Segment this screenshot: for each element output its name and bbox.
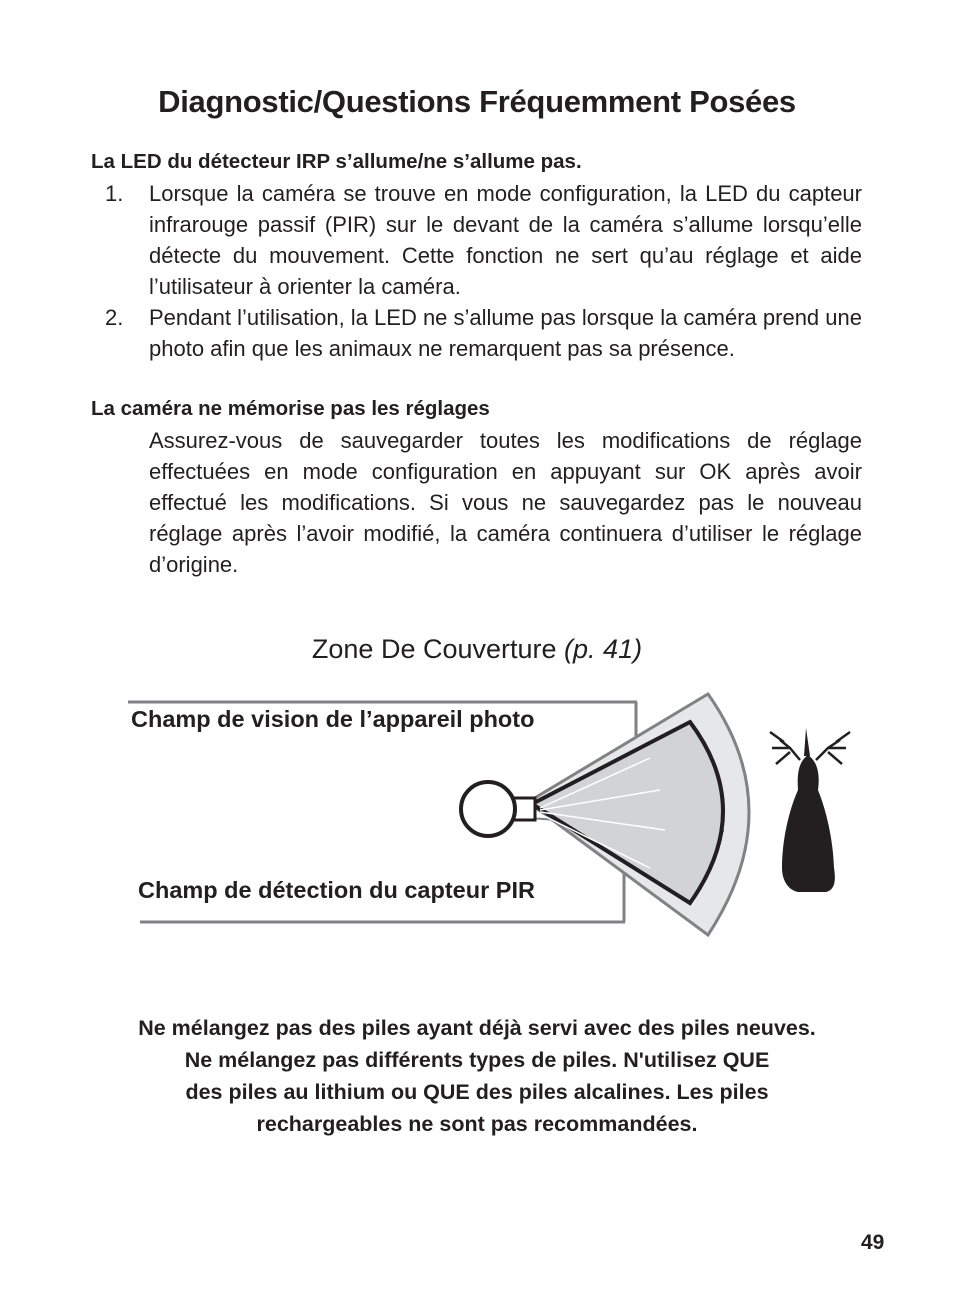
warning-line: Ne mélangez pas différents types de piles. N'utilisez QUE	[184, 1048, 770, 1072]
deer-silhouette-icon	[770, 728, 850, 892]
camera-field-label: Champ de vision de l’appareil photo	[131, 706, 535, 732]
faq-item-text: Lorsque la caméra se trouve en mode configuration, la LED du capteur infrarouge passif (PIR) sur le devant de la caméra s’allume lorsqu’elle détecte du mouvement. Cette fonction ne sert qu’au réglage et aide l’utilisateur à orienter la caméra.	[149, 181, 862, 299]
coverage-page-ref: (p. 41)	[564, 634, 643, 664]
battery-warning	[60, 1012, 894, 1140]
coverage-title	[0, 634, 954, 665]
pir-field-label: Champ de détection du capteur PIR	[138, 877, 535, 903]
faq-item-number: 1.	[105, 181, 124, 206]
faq-item-number: 2.	[105, 305, 124, 330]
coverage-title-text: Zone De Couverture	[311, 634, 557, 664]
page-number: 49	[861, 1231, 885, 1254]
page-title: Diagnostic/Questions Fréquemment Posées	[158, 84, 796, 119]
faq-heading-led: La LED du détecteur IRP s’allume/ne s’allume pas.	[91, 150, 582, 173]
faq-heading-settings: La caméra ne mémorise pas les réglages	[91, 397, 490, 420]
warning-line: Ne mélangez pas des piles ayant déjà servi avec des piles neuves.	[138, 1016, 816, 1040]
faq-answer-settings: Assurez-vous de sauvegarder toutes les modifications de réglage effectuées en mode configuration en appuyant sur OK après avoir effectué les modifications. Si vous ne sauvegardez pas le nouveau réglage après l’avoir modifié, la caméra continuera d’utiliser le réglage d’origine.	[149, 428, 862, 577]
faq-item-text: Pendant l’utilisation, la LED ne s’allume pas lorsque la caméra prend une photo afin que les animaux ne remarquent pas sa présence.	[149, 305, 862, 361]
camera-lens-icon	[461, 782, 515, 836]
warning-line: rechargeables ne sont pas recommandées.	[256, 1112, 698, 1136]
warning-line: des piles au lithium ou QUE des piles alcalines. Les piles	[185, 1080, 769, 1104]
